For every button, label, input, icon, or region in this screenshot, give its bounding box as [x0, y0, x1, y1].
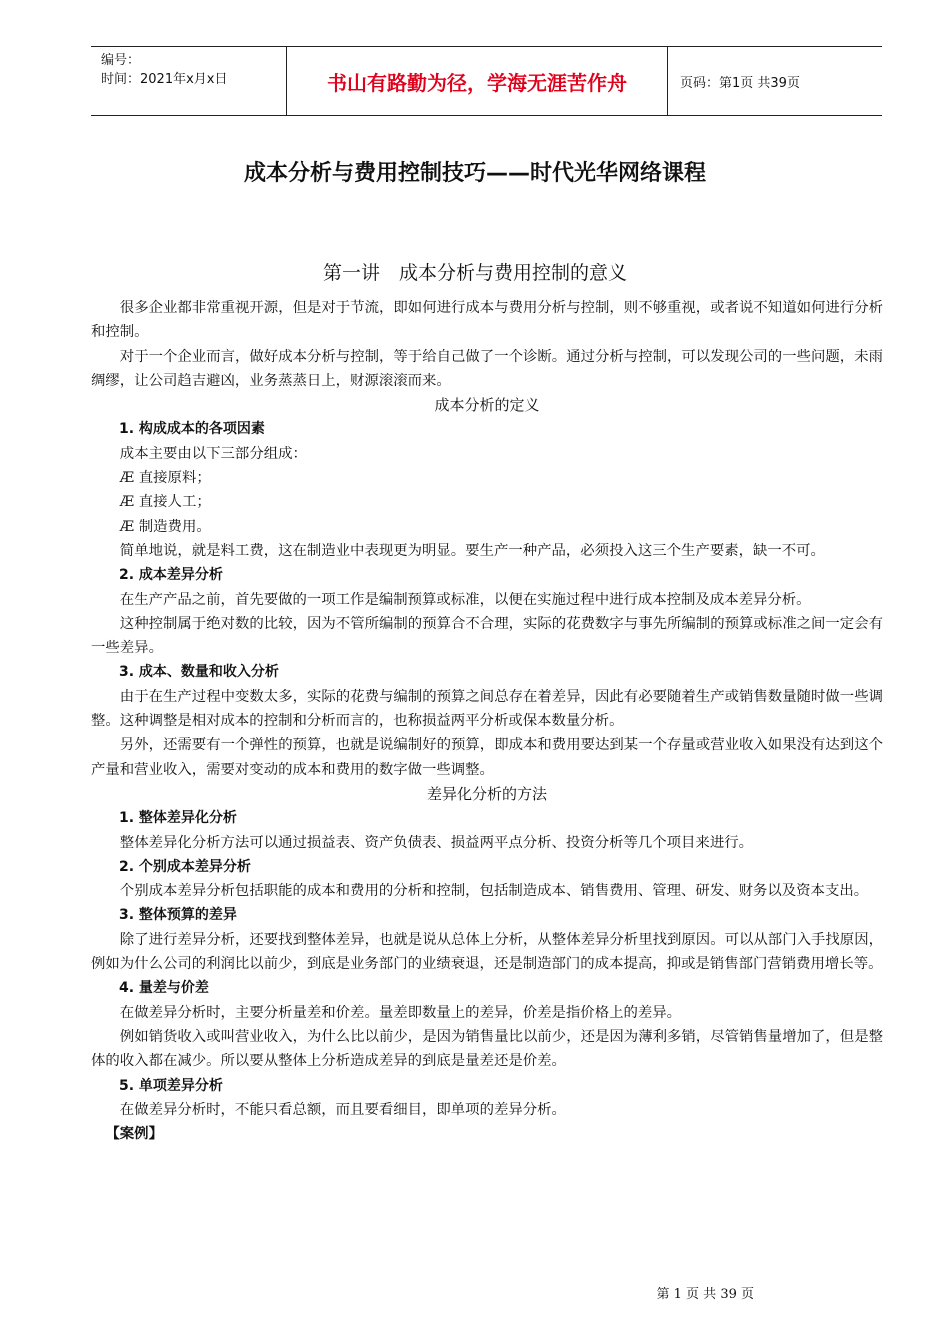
section-heading: 差异化分析的方法 [426, 784, 547, 803]
list-item: Æ 直接原料； [119, 470, 211, 487]
paragraph: 例如销货收入或叫营业收入，为什么比以前少，是因为销售量比以前少，还是因为薄利多销，尽管销售量增加了，但是整体的收入都在减少。所以要从整体上分析造成差异的到底是量差还是价差。 [91, 1028, 883, 1070]
paragraph: 由于在生产过程中变数太多，实际的花费与编制的预算之间总存在着差异，因此有必要随着生产或销售数量随时做一些调整。这种调整是相对成本的控制和分析而言的，也称损益两平分析或保本数量分析。 [91, 688, 883, 730]
time-label: 时间：2021年x月x日 [101, 72, 228, 87]
paragraph: 除了进行差异分析，还要找到整体差异，也就是说从总体上分析，从整体差异分析里找到原因。可以从部门入手找原因，例如为什么公司的利润比以前少，到底是业务部门的业绩衰退，还是制造部门的成本提高，抑或是销售部门营销费用增长等。 [91, 931, 883, 973]
lecture-title: 第一讲 成本分析与费用控制的意义 [322, 262, 627, 284]
subsection-heading: 2. 成本差异分析 [119, 567, 223, 584]
subsection-heading: 5. 单项差异分析 [119, 1077, 223, 1094]
paragraph: 整体差异化分析方法可以通过损益表、资产负债表、损益两平点分析、投资分析等几个项目来进行。 [119, 834, 753, 851]
subsection-heading: 1. 整体差异化分析 [119, 810, 237, 827]
header-meta [91, 47, 287, 115]
paragraph: 很多企业都非常重视开源，但是对于节流，即如何进行成本与费用分析与控制，则不够重视，或者说不知道如何进行分析和控制。 [91, 300, 883, 341]
list-item: Æ 制造费用。 [119, 518, 211, 535]
paragraph: 在生产产品之前，首先要做的一项工作是编制预算或标准，以便在实施过程中进行成本控制及成本差异分析。 [119, 591, 811, 608]
subsection-heading: 3. 成本、数量和收入分析 [119, 664, 279, 681]
subsection-heading: 3. 整体预算的差异 [119, 907, 237, 924]
section-heading: 成本分析的定义 [434, 396, 540, 415]
header-page-info: 页码：第1页 共39页 [680, 75, 800, 91]
paragraph: 另外，还需要有一个弹性的预算，也就是说编制好的预算，即成本和费用要达到某一个存量或营业收入如果没有达到这个产量和营业收入，需要对变动的成本和费用的数字做一些调整。 [91, 737, 883, 778]
number-label: 编号： [101, 53, 141, 68]
paragraph: 在做差异分析时，主要分析量差和价差。量差即数量上的差异，价差是指价格上的差异。 [119, 1004, 682, 1021]
header-motto: 书山有路勤为径，学海无涯苦作舟 [287, 47, 668, 115]
paragraph: 个别成本差异分析包括职能的成本和费用的分析和控制，包括制造成本、销售费用、管理、研发、财务以及资本支出。 [119, 883, 869, 900]
document-body [91, 296, 883, 1146]
case-label: 【案例】 [105, 1126, 163, 1143]
document-header [91, 46, 882, 116]
subsection-heading: 1. 构成成本的各项因素 [119, 421, 265, 438]
document-title: 成本分析与费用控制技巧——时代光华网络课程 [243, 161, 706, 186]
paragraph: 在做差异分析时，不能只看总额，而且要看细目，即单项的差异分析。 [119, 1101, 566, 1118]
paragraph: 这种控制属于绝对数的比较，因为不管所编制的预算合不合理，实际的花费数字与事先所编制的预算或标准之间一定会有一些差异。 [91, 615, 883, 657]
list-item: Æ 直接人工； [119, 494, 211, 511]
subsection-heading: 2. 个别成本差异分析 [119, 858, 251, 875]
page-footer: 第 1 页 共 39 页 [656, 1287, 754, 1302]
subsection-heading: 4. 量差与价差 [119, 980, 209, 997]
paragraph: 成本主要由以下三部分组成： [119, 445, 307, 462]
paragraph: 对于一个企业而言，做好成本分析与控制，等于给自己做了一个诊断。通过分析与控制，可以发现公司的一些问题，未雨绸缪，让公司趋吉避凶，业务蒸蒸日上，财源滚滚而来。 [91, 348, 883, 389]
paragraph: 简单地说，就是料工费，这在制造业中表现更为明显。要生产一种产品，必须投入这三个生产要素，缺一不可。 [119, 542, 825, 559]
